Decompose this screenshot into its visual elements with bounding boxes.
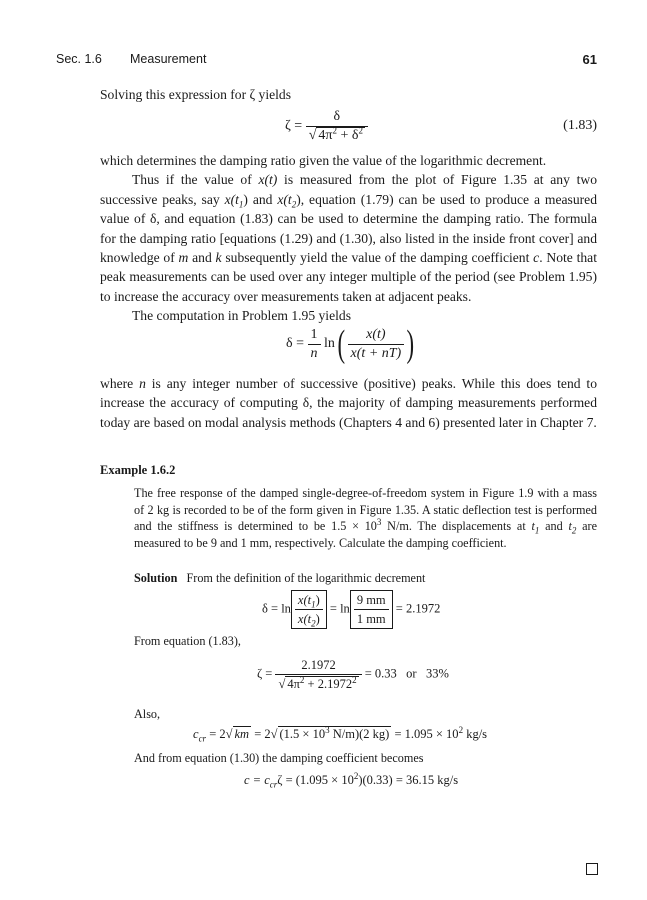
solution-line: Solution From the definition of the logarithmic decrement: [134, 571, 426, 585]
header-title: Measurement: [130, 52, 207, 66]
example-title: Example 1.6.2: [100, 463, 176, 477]
page-number: 61: [582, 52, 597, 67]
paragraph-1: [100, 151, 597, 326]
example-problem: The free response of the damped single-degree-of-freedom system in Figure 1.9 with a mass of 2 kg is recorded to be of the form given in Figure 1.35. A static deflection test is performed and the stiffness is determined to be $1.5 \times 10^3$ N/m. The displacements at $t_1$ and $t_2$ are measured to be 9 and 1 mm, respectively. Calculate the damping coefficient.: [134, 486, 597, 550]
eq-numerator: δ: [306, 108, 368, 127]
equation-zeta: ζ = $\frac{2.1972}{√ 4\pi^2 + 2.1972^2}$ = 0.33 or 33%: [257, 658, 449, 691]
eq-denominator: √ $4\pi^2 + \delta^2$: [308, 125, 363, 143]
intro-text: Solving this expression for ζ yields: [100, 87, 292, 102]
eq-fraction: [306, 108, 368, 145]
para1-body: Thus if the value of x(t) is measured from the plot of Figure 1.35 at any two successive peaks, say $x(t_1)$ and $x(t_2)$, equation (1.79) can be used to produce a measured value of δ, and equation (1.83) can be used to determine the damping ratio. The formula for the damping ratio [equations (1.29) and (1.30), also listed in the inside front cover] and knowledge of m and k subsequently yield the value of the damping coefficient c. Note that peak measurements can be used over any integer multiple of the period (see Problem 1.95) to increase the accuracy over measurements taken at adjacent peaks.: [100, 172, 598, 304]
para1-line3: The computation in Problem 1.95 yields: [132, 308, 351, 324]
equation-c: $c = c_{cr}\zeta = (1.095 \times 10^2)(0.33) = 36.15$ kg/s: [244, 770, 459, 790]
also-line: Also,: [134, 707, 161, 721]
equation-ccr: $c_{cr} = 2√$ km = 2√ ($1.5 \times 10^3$ N/m)(2 $kg) = 1.095 \times 10^2$ kg/s: [193, 724, 488, 744]
equation-delta: δ = $\frac{1}{n}$ ln( $\frac{x(t)}{x(t + nT)}$ ): [286, 323, 415, 365]
from-equation-line: From equation (1.83),: [134, 634, 241, 648]
equation-1-83: [285, 108, 368, 145]
page-header: [56, 52, 597, 68]
end-of-example-square: [586, 863, 598, 875]
solution-label: Solution: [134, 571, 178, 585]
para1-line1: which determines the damping ratio given the value of the logarithmic decrement.: [100, 153, 547, 168]
eq-lhs: ζ =: [285, 118, 303, 134]
paragraph-2: where n is any integer number of successive (positive) peaks. While this does tend to increase the accuracy of computing δ, the majority of damping measurements performed today are based on modal analysis methods (Chapters 4 and 6) presented later in Chapter 7.: [100, 376, 597, 430]
equation-number: (1.83): [563, 118, 597, 133]
header-section: Sec. 1.6: [56, 52, 102, 66]
intro-line: [100, 85, 597, 104]
equation-log-decrement: δ = ln $\frac{x(t_1)}{x(t_2)}$ = ln $\frac{9 mm}{1 mm}$ = 2.1972: [262, 590, 440, 629]
and-from-line: And from equation (1.30) the damping coefficient becomes: [134, 751, 424, 765]
